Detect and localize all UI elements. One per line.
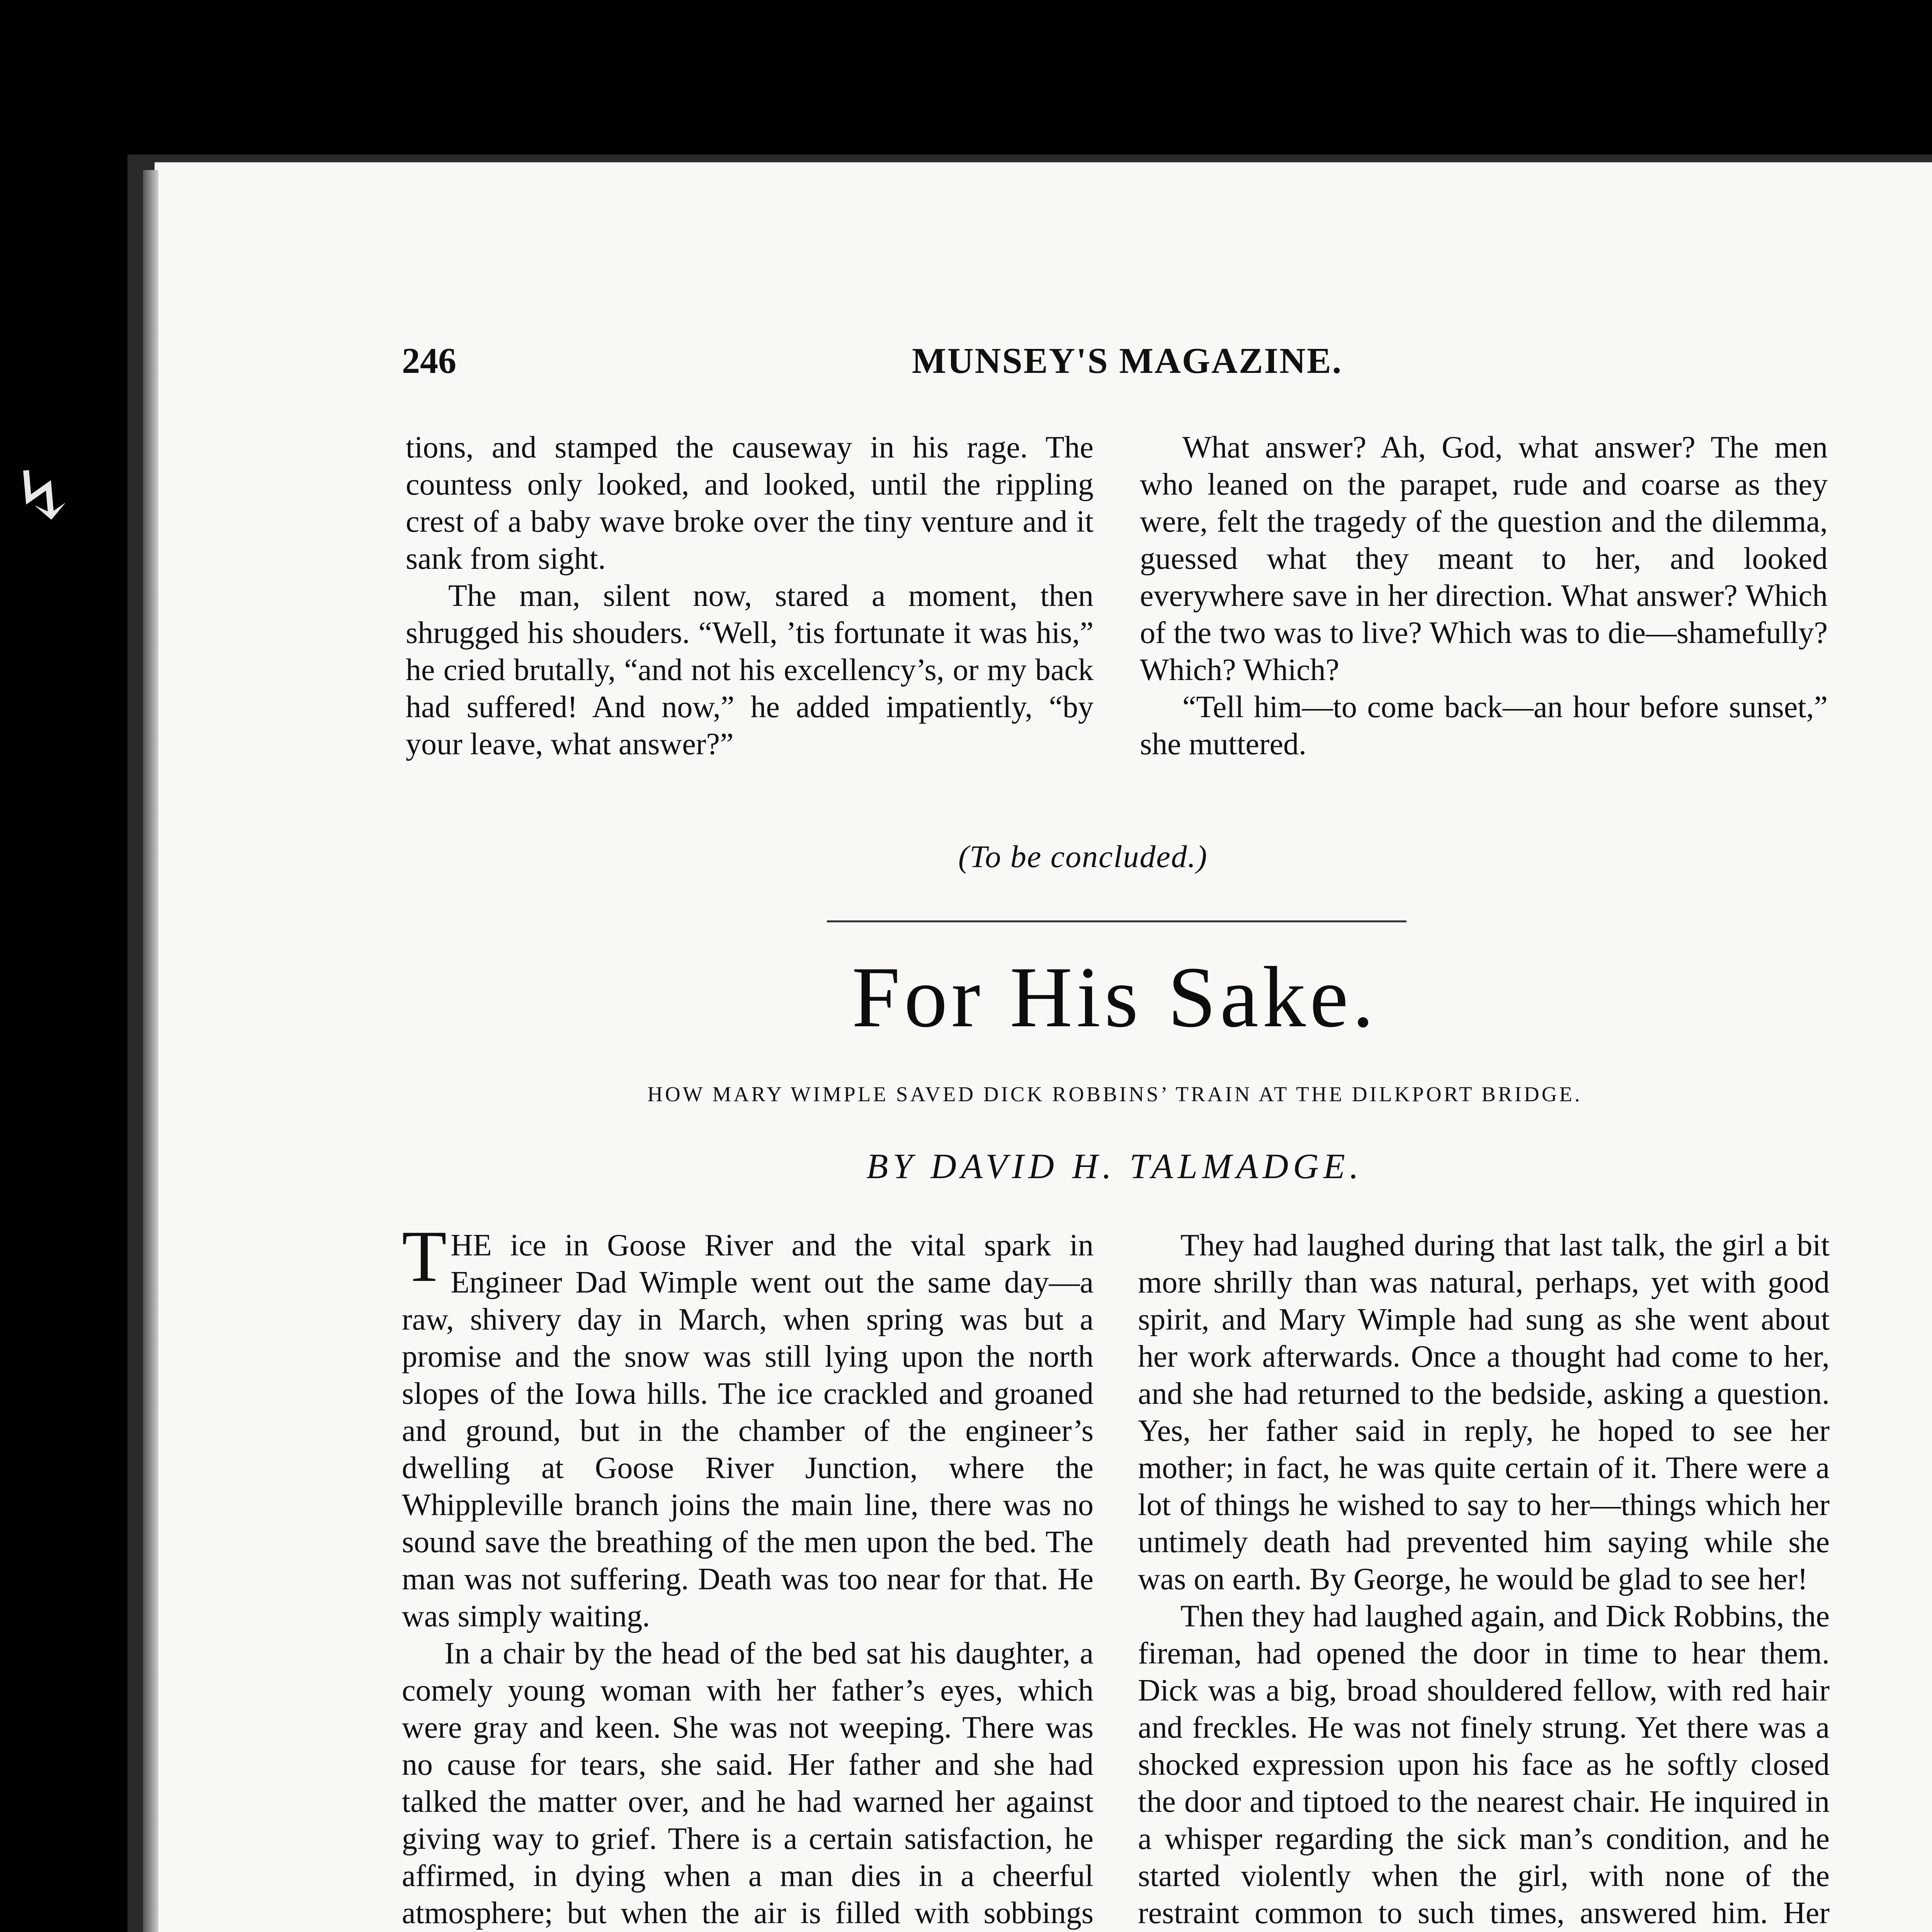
running-title: MUNSEY'S MAGAZINE. bbox=[912, 341, 1343, 381]
story-byline: BY DAVID H. TALMADGE. bbox=[866, 1146, 1363, 1186]
story-right-column bbox=[1138, 1227, 1830, 1932]
to-be-concluded-note: (To be concluded.) bbox=[958, 839, 1208, 874]
page-number: 246 bbox=[402, 341, 456, 381]
paragraph: Then they had laughed again, and Dick Robbins, the fireman, had opened the door in time to hear them. Dick was a big, broad shouldered fellow, with red hair and freckles. He was not finely strung. Yet there was a shocked expression upon his face as he softly closed the door and tiptoed to the nearest chair. He inquired in a whisper regarding the sick man’s condition, and he started violently when the girl, with none of the restraint common to such times, answered him. Her bbox=[1138, 1599, 1830, 1930]
running-header bbox=[402, 340, 1832, 390]
drop-cap: T bbox=[402, 1216, 447, 1297]
paragraph: The man, silent now, stared a moment, then shrugged his shouders. “Well, ’tis fortunate it was his,” he cried brutally, “and not his excellency’s, or my back had suffered! And now,” he added impatiently, “by your leave, what answer?” bbox=[406, 579, 1094, 761]
section-divider bbox=[827, 920, 1406, 922]
paragraph: What answer? Ah, God, what answer? The men who leaned on the parapet, rude and coarse as they were, felt the tragedy of the question and the dilemma, guessed what they meant to her, and looked everywhere save in her direction. What answer? Which of the two was to live? Which was to die—shamefully? Which? Which? bbox=[1140, 430, 1828, 687]
opening-text: HE ice in Goose River and the vital spark in Engineer Dad Wimple went out the same day—a raw, shivery day in March, when spring was but a promise and the snow was still lying upon the north slopes of the Iowa hills. The ice crackled and groaned and ground, but in the chamber of the engineer’s dwelling at Goose River Junction, where the Whippleville branch joins the main line, there was no sound save the breathing of the men upon the bed. The man was not suffering. Death was too near for that. He was simply waiting. bbox=[402, 1228, 1094, 1633]
previous-story-left-column bbox=[406, 429, 1094, 763]
page-gutter-shadow bbox=[143, 170, 158, 1932]
pencil-mark: ↯ bbox=[2, 448, 83, 543]
previous-story-right-column bbox=[1140, 429, 1828, 763]
story-title: For His Sake. bbox=[852, 949, 1378, 1045]
story-subtitle: HOW MARY WIMPLE SAVED DICK ROBBINS’ TRAIN AT THE DILKPORT BRIDGE. bbox=[647, 1082, 1582, 1106]
story-left-column bbox=[402, 1216, 1094, 1932]
paragraph: “Tell him—to come back—an hour before sunset,” she muttered. bbox=[1140, 690, 1828, 761]
paragraph: In a chair by the head of the bed sat his daughter, a comely young woman with her father’s eyes, which were gray and keen. She was not weeping. There was no cause for tears, she said. Her father and she had talked the matter over, and he had warned her against giving way to grief. There is a certain satisfaction, he affirmed, in dying when a man dies in a cheerful atmosphere; but when the air is filled with sobbings bbox=[402, 1636, 1094, 1930]
paragraph: They had laughed during that last talk, the girl a bit more shrilly than was natural, perhaps, yet with good spirit, and Mary Wimple had sung as she went about her work afterwards. Once a thought had come to her, and she had returned to the bedside, asking a question. Yes, her father said in reply, he hoped to see her mother; in fact, he was quite certain of it. There were a lot of things he wished to say to her—things which her untimely death had prevented him saying while she was on earth. By George, he would be glad to see her! bbox=[1138, 1228, 1830, 1596]
opening-paragraph bbox=[402, 1216, 1094, 1635]
paragraph: tions, and stamped the causeway in his rage. The countess only looked, and looked, until the rippling crest of a baby wave broke over the tiny venture and it sank from sight. bbox=[406, 430, 1094, 576]
